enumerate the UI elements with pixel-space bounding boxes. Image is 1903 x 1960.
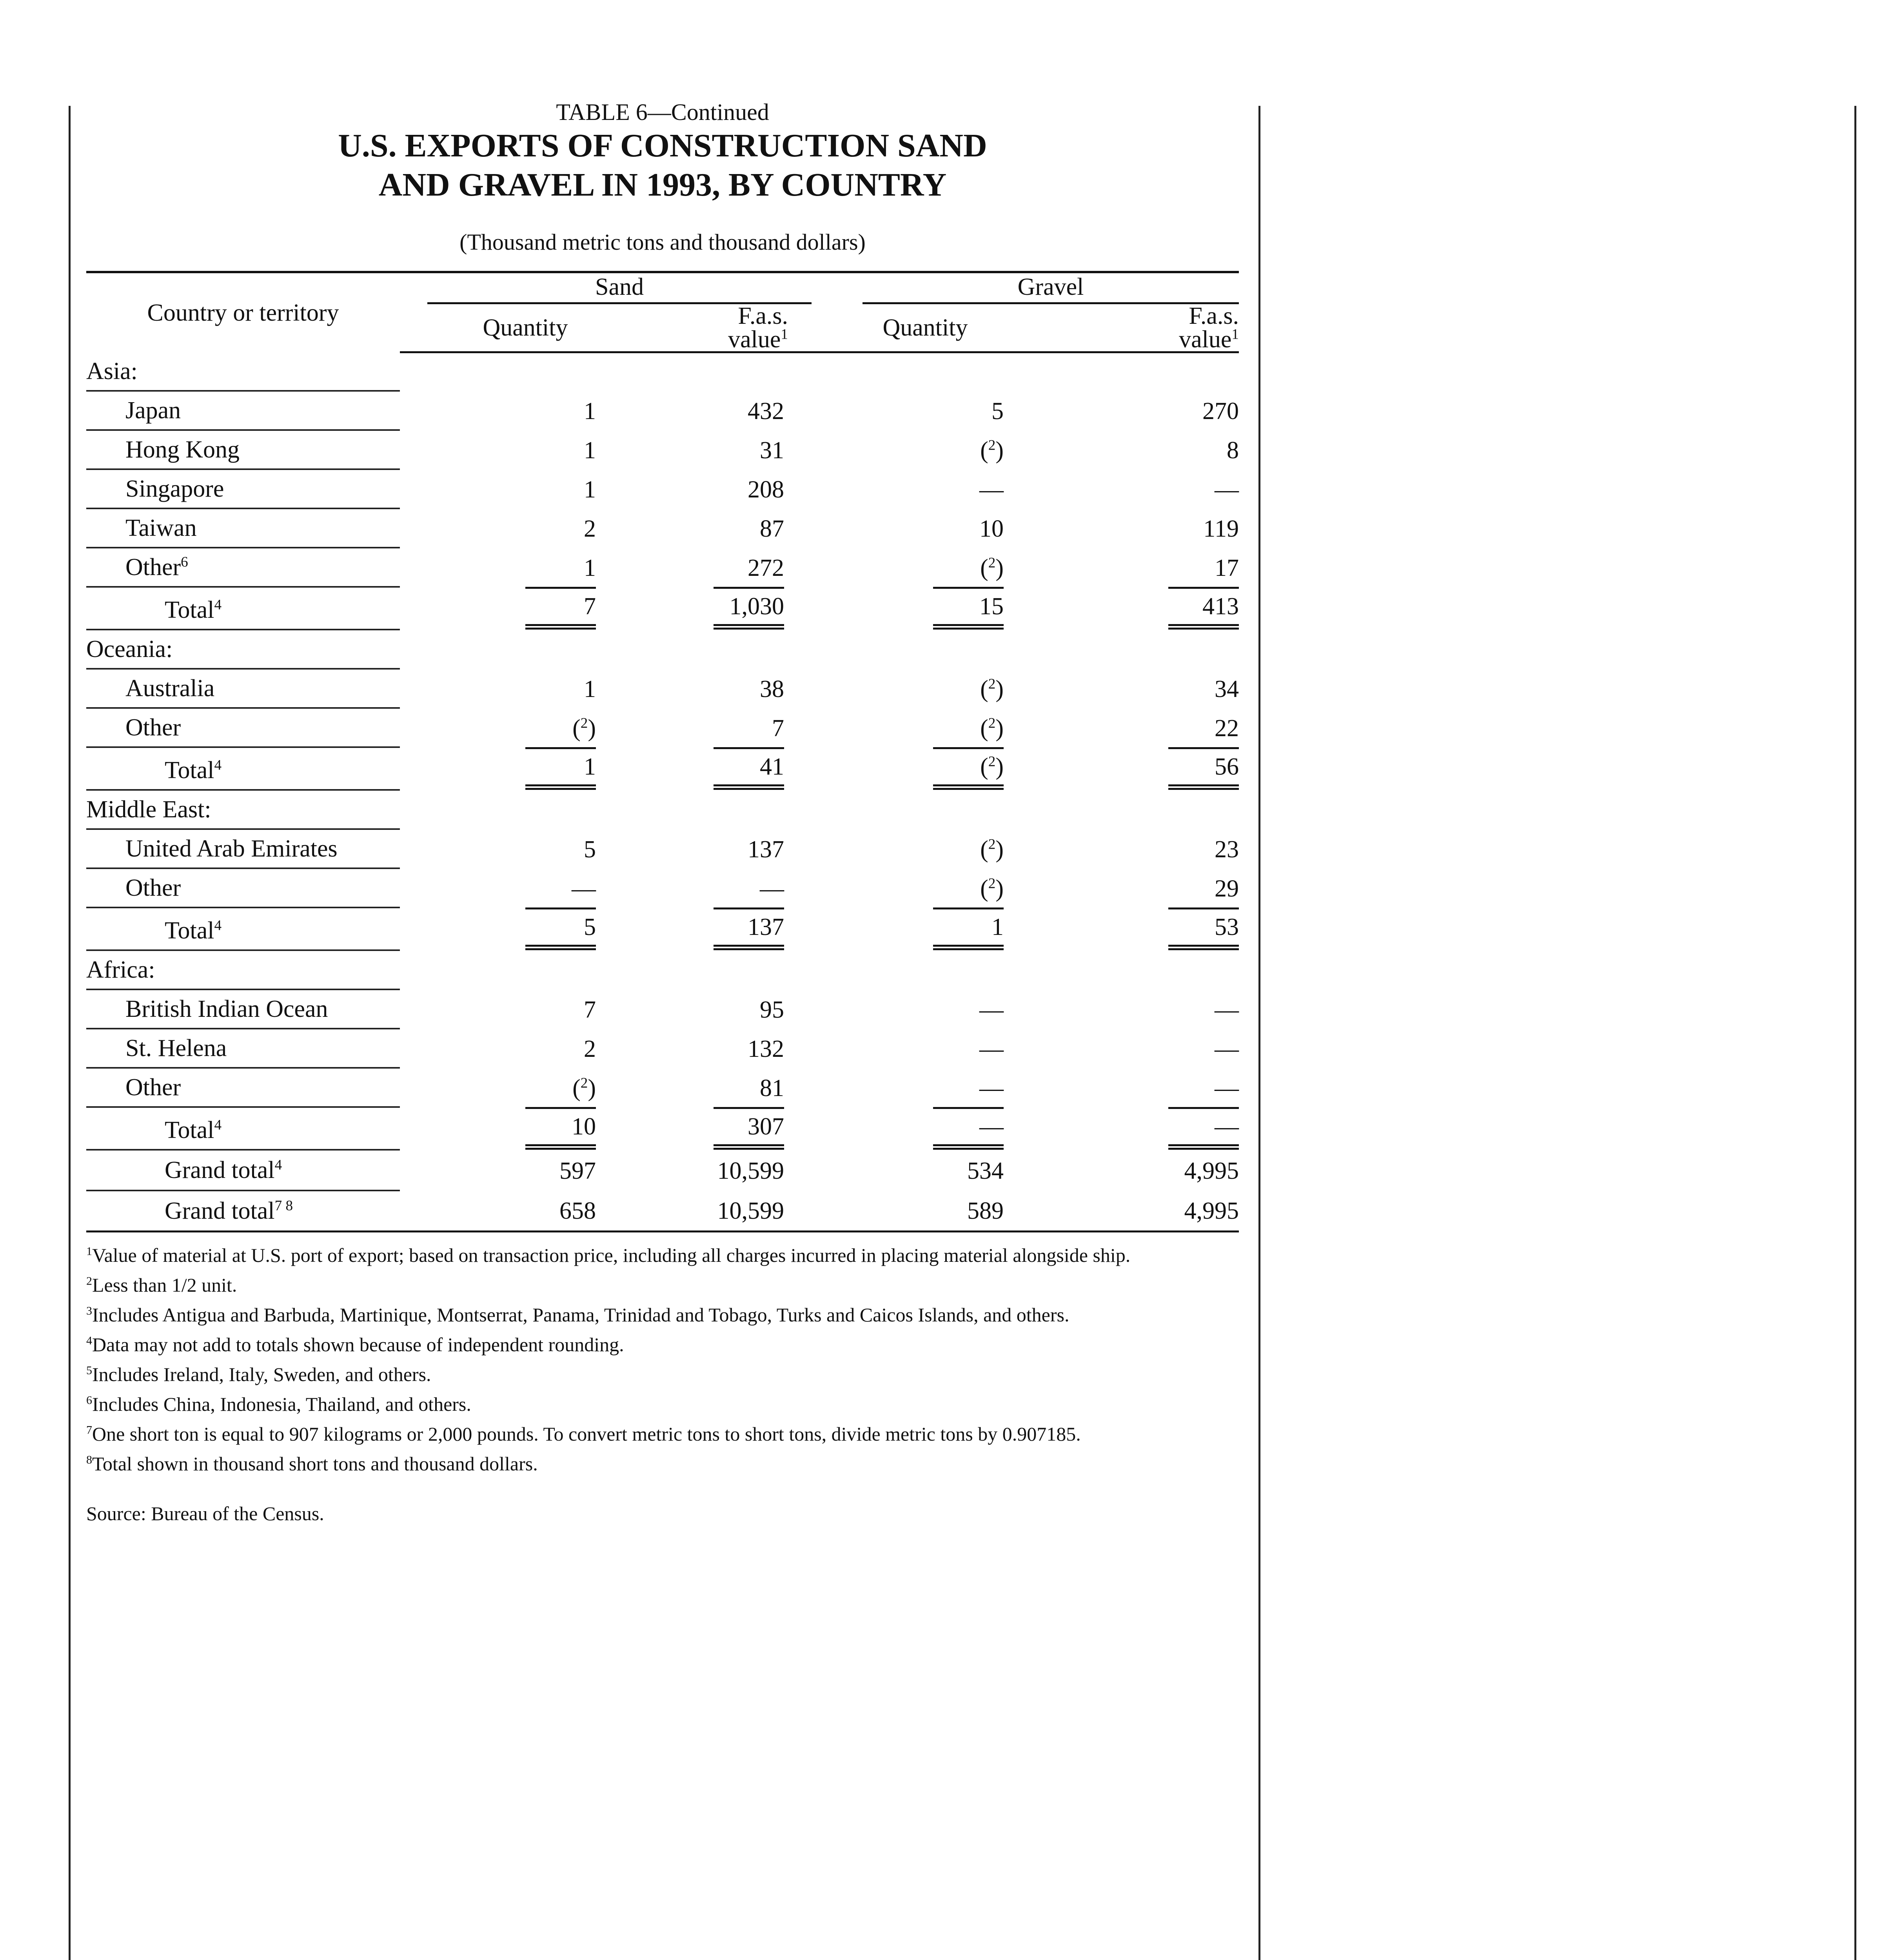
sand-header-label: Sand <box>427 273 812 304</box>
country-cell <box>86 868 400 907</box>
grand-gravel-value <box>1035 1191 1239 1232</box>
total-sand-value <box>627 907 815 950</box>
footnote <box>86 1389 1239 1419</box>
total-footnote-ref: 4 <box>214 757 222 773</box>
sand-value-cell <box>627 868 815 907</box>
table-title-line1: U.S. EXPORTS OF CONSTRUCTION SAND <box>338 127 987 164</box>
sand-value-cell <box>627 829 815 868</box>
table-container <box>86 98 1239 1525</box>
total-sand-value-value: 41 <box>760 753 784 780</box>
sand-quantity-cell-footnote-num: 2 <box>580 715 588 731</box>
country-cell <box>86 430 400 469</box>
grand-gravel-value-value: 4,995 <box>1184 1197 1239 1224</box>
total-sand-quantity <box>423 587 627 630</box>
grand-gravel-quantity <box>815 1150 1035 1191</box>
rule-wrap <box>933 907 1004 950</box>
grand-gravel-value-value: 4,995 <box>1184 1157 1239 1184</box>
table-row <box>86 391 1239 430</box>
region-name: Africa: <box>86 956 155 983</box>
gravel-value-cell-value: 22 <box>1215 715 1239 742</box>
total-sand-quantity <box>423 1107 627 1150</box>
footnote-number: 1 <box>86 1244 92 1258</box>
sand-quantity-cell-footnote-ref: ($^2$) <box>572 1074 596 1102</box>
table-title-line2: AND GRAVEL IN 1993, BY COUNTRY <box>378 167 947 203</box>
sand-quantity-cell <box>423 989 627 1029</box>
footnote-text: Data may not add to totals shown because of independent rounding. <box>92 1333 624 1356</box>
sand-fas-header <box>627 304 815 352</box>
rule-wrap <box>1168 1107 1239 1150</box>
gravel-value-cell-value: 119 <box>1203 515 1239 542</box>
gravel-quantity-cell <box>815 391 1035 430</box>
footnote-text: One short ton is equal to 907 kilograms or 2,000 pounds. To convert metric tons to short tons, divide metric tons by 0.907185. <box>92 1423 1081 1445</box>
footnote-text: Less than 1/2 unit. <box>92 1274 237 1296</box>
gravel-quantity-cell-footnote-num: 2 <box>988 715 996 731</box>
footnote-number: 4 <box>86 1334 92 1347</box>
grand-sand-quantity <box>423 1150 627 1191</box>
sand-quantity-cell-value: 1 <box>584 675 596 702</box>
country-footnote-ref: 6 <box>181 554 188 570</box>
total-sand-quantity <box>423 747 627 790</box>
gravel-quantity-header <box>815 304 1035 352</box>
region-row <box>86 352 1239 391</box>
sand-value-cell-value: 31 <box>760 437 784 464</box>
rule-wrap <box>525 1107 596 1150</box>
total-gravel-quantity-value: 1 <box>991 913 1004 940</box>
table-row <box>86 868 1239 907</box>
sand-value-cell <box>627 708 815 747</box>
gravel-quantity-header-label: Quantity <box>882 314 968 341</box>
country-name: Other <box>125 874 181 901</box>
rule-wrap <box>714 747 784 790</box>
sand-value-cell <box>627 1068 815 1107</box>
sand-value-cell <box>627 469 815 508</box>
grand-gravel-value <box>1035 1150 1239 1191</box>
total-gravel-value <box>1035 587 1239 630</box>
table-number: TABLE 6—Continued <box>556 99 769 125</box>
country-name: Australia <box>125 675 215 702</box>
total-gravel-quantity <box>815 747 1035 790</box>
country-header-label: Country or territory <box>147 299 339 326</box>
grand-total-footnote-ref: 4 <box>274 1156 282 1173</box>
region-name: Oceania: <box>86 635 173 662</box>
gravel-value-cell-value: 23 <box>1215 836 1239 863</box>
region-name: Middle East: <box>86 796 211 823</box>
grand-total-label: Grand total <box>165 1197 275 1224</box>
sand-value-cell-value: 38 <box>760 675 784 702</box>
gravel-quantity-cell <box>815 1068 1035 1107</box>
gravel-quantity-cell-value: — <box>979 476 1004 503</box>
total-footnote-ref: 4 <box>214 1116 222 1133</box>
gravel-quantity-cell-footnote-ref: ($^2$) <box>980 875 1004 902</box>
gravel-quantity-cell-footnote-ref: ($^2$) <box>980 675 1004 702</box>
sand-quantity-cell-footnote-ref: ($^2$) <box>572 715 596 742</box>
total-gravel-quantity-footnote-num: 2 <box>988 753 996 769</box>
total-gravel-quantity <box>815 907 1035 950</box>
gravel-quantity-cell <box>815 548 1035 587</box>
footnote-number: 8 <box>86 1453 92 1466</box>
gravel-quantity-cell-footnote-ref: ($^2$) <box>980 554 1004 581</box>
sand-value-cell <box>627 391 815 430</box>
gravel-value-cell-value: — <box>1215 476 1239 503</box>
gravel-quantity-cell <box>815 1029 1035 1068</box>
sand-quantity-cell-value: 2 <box>584 1035 596 1062</box>
total-gravel-quantity <box>815 1107 1035 1150</box>
gravel-quantity-cell-footnote-num: 2 <box>988 554 996 571</box>
total-sand-quantity-value: 7 <box>584 593 596 620</box>
total-gravel-quantity <box>815 587 1035 630</box>
table-row <box>86 1068 1239 1107</box>
total-gravel-value-value: 53 <box>1215 913 1239 940</box>
gravel-value-cell-value: 17 <box>1215 554 1239 581</box>
gravel-value-cell <box>1035 1068 1239 1107</box>
sand-value-cell <box>627 548 815 587</box>
gravel-value-cell-value: — <box>1215 1035 1239 1062</box>
gravel-quantity-cell <box>815 469 1035 508</box>
right-margin-rule <box>1854 106 1856 1960</box>
country-cell <box>86 469 400 508</box>
grand-gravel-quantity <box>815 1191 1035 1232</box>
region-name: Asia: <box>86 358 138 385</box>
country-cell <box>86 708 400 747</box>
total-gravel-quantity-footnote-ref: ($^2$) <box>980 753 1004 780</box>
rule-wrap <box>933 587 1004 630</box>
total-footnote-ref: 4 <box>214 917 222 933</box>
total-label: Total <box>165 596 214 623</box>
gravel-quantity-cell-footnote-num: 2 <box>988 675 996 692</box>
total-sand-value <box>627 587 815 630</box>
total-gravel-value-value: 413 <box>1202 593 1239 620</box>
gravel-header-label: Gravel <box>863 273 1239 304</box>
gravel-value-cell-value: — <box>1215 1074 1239 1102</box>
gravel-value-cell <box>1035 469 1239 508</box>
country-cell <box>86 989 400 1029</box>
gravel-value-cell <box>1035 989 1239 1029</box>
total-row <box>86 747 1239 790</box>
total-sand-quantity-value: 10 <box>572 1113 596 1140</box>
country-name: British Indian Ocean <box>125 995 328 1022</box>
sand-value-cell-value: 95 <box>760 996 784 1023</box>
region-label <box>86 790 400 829</box>
sand-header <box>423 272 815 304</box>
region-row <box>86 790 1239 829</box>
total-gravel-value-value: — <box>1215 1113 1239 1140</box>
footnote <box>86 1300 1239 1330</box>
total-label: Total <box>165 917 214 944</box>
sand-value-cell-value: — <box>760 875 784 902</box>
footnote-text: Includes Ireland, Italy, Sweden, and others. <box>92 1363 431 1385</box>
gravel-quantity-cell-footnote-ref: ($^2$) <box>980 437 1004 464</box>
sand-quantity-cell <box>423 829 627 868</box>
sand-quantity-cell-value: — <box>572 875 596 902</box>
total-gravel-value-value: 56 <box>1215 753 1239 780</box>
exports-table <box>86 271 1239 1232</box>
sand-quantity-cell <box>423 469 627 508</box>
left-margin-rule <box>69 106 71 1960</box>
country-cell <box>86 669 400 708</box>
country-name: Hong Kong <box>125 436 240 463</box>
gravel-quantity-cell-value: — <box>979 1035 1004 1062</box>
gravel-value-cell <box>1035 508 1239 548</box>
country-cell <box>86 1068 400 1107</box>
gravel-value-cell <box>1035 868 1239 907</box>
gravel-fas-header <box>1035 304 1239 352</box>
total-sand-quantity <box>423 907 627 950</box>
total-row <box>86 587 1239 630</box>
footnote-text: Includes China, Indonesia, Thailand, and others. <box>92 1393 471 1415</box>
country-cell <box>86 508 400 548</box>
table-row <box>86 989 1239 1029</box>
rule-wrap <box>714 907 784 950</box>
gravel-fas-footnote-ref: 1 <box>1231 326 1239 343</box>
sand-quantity-cell-value: 2 <box>584 515 596 542</box>
footnote <box>86 1419 1239 1449</box>
region-row <box>86 630 1239 669</box>
footnote <box>86 1449 1239 1479</box>
sand-quantity-cell <box>423 669 627 708</box>
rule-wrap <box>525 747 596 790</box>
sand-quantity-cell <box>423 1068 627 1107</box>
table-row <box>86 469 1239 508</box>
rule-wrap <box>1168 907 1239 950</box>
rule-wrap <box>1168 587 1239 630</box>
sand-value-cell-value: 132 <box>748 1035 784 1062</box>
rule-wrap <box>1168 747 1239 790</box>
sand-quantity-cell-value: 5 <box>584 836 596 863</box>
total-gravel-value <box>1035 1107 1239 1150</box>
total-label: Total <box>165 1116 214 1143</box>
sand-quantity-header <box>423 304 627 352</box>
gravel-fas-header-line2: value <box>1179 326 1232 353</box>
grand-sand-quantity-value: 597 <box>559 1157 596 1184</box>
total-label-cell <box>86 747 400 790</box>
sand-value-cell-value: 137 <box>748 836 784 863</box>
sand-value-cell <box>627 1029 815 1068</box>
gravel-value-cell <box>1035 669 1239 708</box>
total-label: Total <box>165 757 214 784</box>
total-gravel-quantity-value: 15 <box>979 593 1004 620</box>
table-row <box>86 1029 1239 1068</box>
grand-total-row <box>86 1191 1239 1232</box>
sand-quantity-cell-value: 1 <box>584 437 596 464</box>
grand-sand-value <box>627 1150 815 1191</box>
country-name: Taiwan <box>125 514 197 541</box>
sand-value-cell <box>627 669 815 708</box>
footnote <box>86 1330 1239 1359</box>
rule-wrap <box>933 747 1004 790</box>
footnote-number: 6 <box>86 1393 92 1406</box>
gravel-quantity-cell-footnote-ref: ($^2$) <box>980 715 1004 742</box>
grand-total-footnote-ref: 7 8 <box>274 1197 293 1214</box>
gravel-value-cell-value: — <box>1215 996 1239 1023</box>
gravel-value-cell-value: 8 <box>1227 437 1239 464</box>
sand-value-cell <box>627 430 815 469</box>
gravel-value-cell <box>1035 829 1239 868</box>
gravel-quantity-cell-footnote-num: 2 <box>988 437 996 453</box>
sand-quantity-cell <box>423 430 627 469</box>
footnotes <box>86 1240 1239 1479</box>
total-sand-value <box>627 1107 815 1150</box>
gravel-quantity-cell <box>815 708 1035 747</box>
country-name: Singapore <box>125 475 224 502</box>
sand-fas-header-line2: value <box>728 326 781 353</box>
gravel-value-cell-value: 34 <box>1215 675 1239 702</box>
total-label-cell <box>86 907 400 950</box>
table-units: (Thousand metric tons and thousand dollars) <box>459 229 866 255</box>
region-label <box>86 352 400 391</box>
sand-value-cell-value: 432 <box>748 397 784 425</box>
sand-quantity-header-label: Quantity <box>483 314 568 341</box>
footnote-text: Includes Antigua and Barbuda, Martinique, Montserrat, Panama, Trinidad and Tobago, Turks and Caicos Islands, and others. <box>92 1303 1070 1326</box>
sand-value-cell-value: 87 <box>760 515 784 542</box>
gravel-quantity-cell-value: 5 <box>991 397 1004 425</box>
region-label <box>86 950 400 989</box>
footnote <box>86 1359 1239 1389</box>
total-sand-value-value: 307 <box>748 1113 784 1140</box>
country-name: United Arab Emirates <box>125 835 338 862</box>
table-row <box>86 829 1239 868</box>
total-sand-quantity-value: 5 <box>584 913 596 940</box>
grand-total-label-cell <box>86 1150 400 1191</box>
country-cell <box>86 1029 400 1068</box>
footnote-number: 7 <box>86 1423 92 1436</box>
sand-quantity-cell-value: 7 <box>584 996 596 1023</box>
gravel-quantity-cell-value: — <box>979 996 1004 1023</box>
sand-quantity-cell-value: 1 <box>584 476 596 503</box>
country-cell <box>86 548 400 587</box>
sand-fas-footnote-ref: 1 <box>781 326 788 343</box>
country-cell <box>86 829 400 868</box>
gravel-quantity-cell-footnote-num: 2 <box>988 875 996 891</box>
table-row <box>86 548 1239 587</box>
rule-wrap <box>714 587 784 630</box>
rule-wrap <box>714 1107 784 1150</box>
grand-sand-value-value: 10,599 <box>717 1157 784 1184</box>
rule-wrap <box>525 587 596 630</box>
footnote-number: 2 <box>86 1274 92 1287</box>
total-sand-value-value: 137 <box>748 913 784 940</box>
gravel-quantity-cell-footnote-ref: ($^2$) <box>980 836 1004 863</box>
sand-value-cell-value: 272 <box>748 554 784 581</box>
gravel-header <box>815 272 1239 304</box>
gravel-quantity-cell-value: 10 <box>979 515 1004 542</box>
gravel-quantity-cell <box>815 508 1035 548</box>
gravel-value-cell <box>1035 1029 1239 1068</box>
region-label <box>86 630 400 669</box>
source-note: Source: Bureau of the Census. <box>86 1502 324 1524</box>
gravel-quantity-cell <box>815 989 1035 1029</box>
rule-wrap <box>933 1107 1004 1150</box>
grand-total-label: Grand total <box>165 1156 275 1183</box>
grand-sand-quantity-value: 658 <box>559 1197 596 1224</box>
gravel-value-cell <box>1035 708 1239 747</box>
grand-sand-value <box>627 1191 815 1232</box>
country-name: Other <box>125 554 181 581</box>
grand-total-row <box>86 1150 1239 1191</box>
gravel-value-cell-value: 29 <box>1215 875 1239 902</box>
total-row <box>86 1107 1239 1150</box>
table-row <box>86 430 1239 469</box>
gravel-value-cell <box>1035 430 1239 469</box>
total-footnote-ref: 4 <box>214 596 222 613</box>
country-name: Japan <box>125 397 181 424</box>
gravel-value-cell <box>1035 548 1239 587</box>
gravel-quantity-cell-footnote-num: 2 <box>988 836 996 852</box>
gravel-quantity-cell <box>815 669 1035 708</box>
footnote-number: 5 <box>86 1363 92 1377</box>
total-row <box>86 907 1239 950</box>
gravel-quantity-cell <box>815 868 1035 907</box>
sand-quantity-cell <box>423 508 627 548</box>
sand-quantity-cell <box>423 868 627 907</box>
sand-value-cell-value: 81 <box>760 1074 784 1102</box>
table-row <box>86 708 1239 747</box>
total-sand-value-value: 1,030 <box>729 593 784 620</box>
sand-value-cell <box>627 989 815 1029</box>
gravel-value-cell <box>1035 391 1239 430</box>
gravel-fas-header-line1: F.a.s. <box>1189 303 1239 329</box>
country-name: Other <box>125 1074 181 1101</box>
sand-quantity-cell <box>423 708 627 747</box>
grand-sand-value-value: 10,599 <box>717 1197 784 1224</box>
sand-value-cell-value: 7 <box>772 715 784 742</box>
sand-quantity-cell-value: 1 <box>584 397 596 425</box>
footnote-text: Value of material at U.S. port of export; based on transaction price, including all charges incurred in placing material alongside ship. <box>92 1244 1131 1266</box>
footnote <box>86 1270 1239 1300</box>
sand-quantity-cell-value: 1 <box>584 554 596 581</box>
footnote-text: Total shown in thousand short tons and thousand dollars. <box>92 1452 538 1475</box>
sand-quantity-cell <box>423 548 627 587</box>
country-header <box>86 272 400 352</box>
country-cell <box>86 391 400 430</box>
rule-wrap <box>525 907 596 950</box>
total-label-cell <box>86 1107 400 1150</box>
sand-quantity-cell <box>423 1029 627 1068</box>
country-name: Other <box>125 714 181 741</box>
sand-value-cell-value: 208 <box>748 476 784 503</box>
gravel-quantity-cell-value: — <box>979 1074 1004 1102</box>
sand-fas-header-line1: F.a.s. <box>738 303 788 329</box>
total-gravel-value <box>1035 747 1239 790</box>
center-column-rule <box>1258 106 1260 1960</box>
footnote <box>86 1240 1239 1270</box>
grand-total-label-cell <box>86 1191 400 1232</box>
grand-gravel-quantity-value: 589 <box>967 1197 1004 1224</box>
table-row <box>86 669 1239 708</box>
footnote-number: 3 <box>86 1304 92 1317</box>
gravel-value-cell-value: 270 <box>1202 397 1239 425</box>
total-label-cell <box>86 587 400 630</box>
gravel-quantity-cell <box>815 430 1035 469</box>
sand-value-cell <box>627 508 815 548</box>
header-row-groups <box>86 272 1239 304</box>
gravel-quantity-cell <box>815 829 1035 868</box>
region-row <box>86 950 1239 989</box>
sand-quantity-cell-footnote-num: 2 <box>580 1074 588 1091</box>
total-gravel-quantity-value: — <box>979 1113 1004 1140</box>
country-name: St. Helena <box>125 1034 227 1062</box>
table-row <box>86 508 1239 548</box>
total-sand-value <box>627 747 815 790</box>
grand-gravel-quantity-value: 534 <box>967 1157 1004 1184</box>
total-gravel-value <box>1035 907 1239 950</box>
total-sand-quantity-value: 1 <box>584 753 596 780</box>
sand-quantity-cell <box>423 391 627 430</box>
grand-sand-quantity <box>423 1191 627 1232</box>
